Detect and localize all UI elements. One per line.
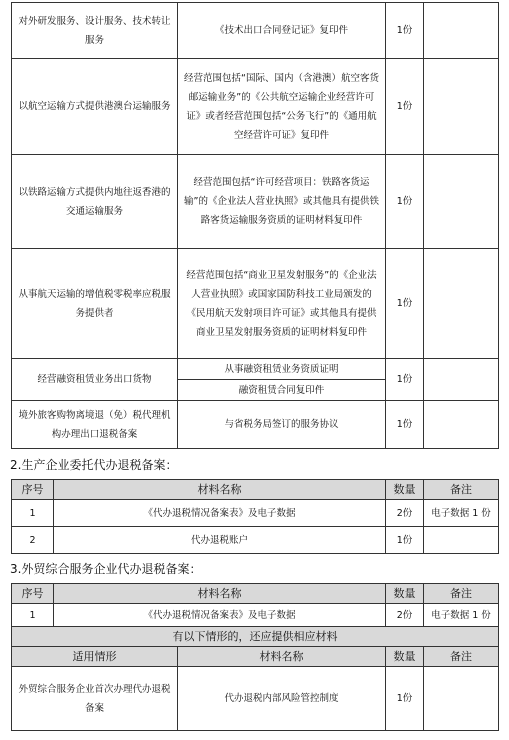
row-qty: 2份	[386, 500, 424, 527]
material-cell: 代办退税内部风险管控制度	[178, 667, 386, 731]
header-material: 材料名称	[54, 480, 386, 500]
extra-banner-row	[12, 627, 499, 647]
material-cell: 经营范围包括“商业卫星发射服务”的《企业法人营业执照》或国家国防科技工业局颁发的《民用航天发射项目许可证》或其他具有提供商业卫星发射服务资质的证明材料复印件	[178, 249, 386, 359]
quantity-cell: 1份	[386, 155, 424, 249]
note-cell	[424, 401, 499, 449]
situation-materials-table	[11, 2, 499, 449]
header-no: 序号	[12, 584, 54, 604]
row-qty: 2份	[386, 604, 424, 627]
material-cell: 《技术出口合同登记证》复印件	[178, 3, 386, 59]
table-header-row	[12, 480, 499, 500]
section-2-table	[11, 479, 499, 554]
table-row	[12, 359, 499, 380]
row-material: 《代办退税情况备案表》及电子数据	[54, 604, 386, 627]
situation-cell: 经营融资租赁业务出口货物	[12, 359, 178, 401]
material-cell: 从事融资租赁业务资质证明	[178, 359, 386, 380]
table-row	[12, 3, 499, 59]
situation-cell: 对外研发服务、设计服务、技术转让服务	[12, 3, 178, 59]
row-no: 1	[12, 604, 54, 627]
row-note: 电子数据 1 份	[424, 500, 499, 527]
situation-cell: 境外旅客购物离境退（免）税代理机构办理出口退税备案	[12, 401, 178, 449]
material-cell: 融资租赁合同复印件	[178, 380, 386, 401]
row-material: 代办退税账户	[54, 527, 386, 554]
header-qty: 数量	[386, 647, 424, 667]
material-cell: 经营范围包括“国际、国内（含港澳）航空客货邮运输业务”的《公共航空运输企业经营许可证》或者经营范围包括“公务飞行”的《通用航空经营许可证》复印件	[178, 59, 386, 155]
table-row	[12, 667, 499, 731]
quantity-cell: 1份	[386, 359, 424, 401]
note-cell	[424, 667, 499, 731]
row-no: 1	[12, 500, 54, 527]
situation-cell: 以铁路运输方式提供内地往返香港的交通运输服务	[12, 155, 178, 249]
table-row	[12, 249, 499, 359]
row-material: 《代办退税情况备案表》及电子数据	[54, 500, 386, 527]
note-cell	[424, 155, 499, 249]
table-header-row	[12, 584, 499, 604]
row-note	[424, 527, 499, 554]
header-no: 序号	[12, 480, 54, 500]
situation-cell: 从事航天运输的增值税零税率应税服务提供者	[12, 249, 178, 359]
note-cell	[424, 249, 499, 359]
header-material: 材料名称	[178, 647, 386, 667]
extra-header-row	[12, 647, 499, 667]
header-qty: 数量	[386, 480, 424, 500]
section-3-table	[11, 583, 499, 731]
quantity-cell: 1份	[386, 667, 424, 731]
table-row	[12, 527, 499, 554]
header-qty: 数量	[386, 584, 424, 604]
note-cell	[424, 59, 499, 155]
header-note: 备注	[424, 480, 499, 500]
header-situation: 适用情形	[12, 647, 178, 667]
extra-banner: 有以下情形的，还应提供相应材料	[12, 627, 499, 647]
quantity-cell: 1份	[386, 3, 424, 59]
section-2-title: 2.生产企业委托代办退税备案：	[10, 458, 178, 472]
table-row	[12, 500, 499, 527]
table-row	[12, 401, 499, 449]
row-no: 2	[12, 527, 54, 554]
table-row	[12, 155, 499, 249]
row-note: 电子数据 1 份	[424, 604, 499, 627]
header-note: 备注	[424, 584, 499, 604]
header-note: 备注	[424, 647, 499, 667]
table-row	[12, 59, 499, 155]
note-cell	[424, 3, 499, 59]
quantity-cell: 1份	[386, 401, 424, 449]
table-row	[12, 604, 499, 627]
row-qty: 1份	[386, 527, 424, 554]
header-material: 材料名称	[54, 584, 386, 604]
section-3-title: 3.外贸综合服务企业代办退税备案：	[10, 562, 202, 576]
quantity-cell: 1份	[386, 59, 424, 155]
situation-cell: 外贸综合服务企业首次办理代办退税备案	[12, 667, 178, 731]
material-cell: 与省税务局签订的服务协议	[178, 401, 386, 449]
material-cell: 经营范围包括“许可经营项目：铁路客货运输”的《企业法人营业执照》或其他具有提供铁路客货运输服务资质的证明材料复印件	[178, 155, 386, 249]
situation-cell: 以航空运输方式提供港澳台运输服务	[12, 59, 178, 155]
quantity-cell: 1份	[386, 249, 424, 359]
note-cell	[424, 359, 499, 401]
